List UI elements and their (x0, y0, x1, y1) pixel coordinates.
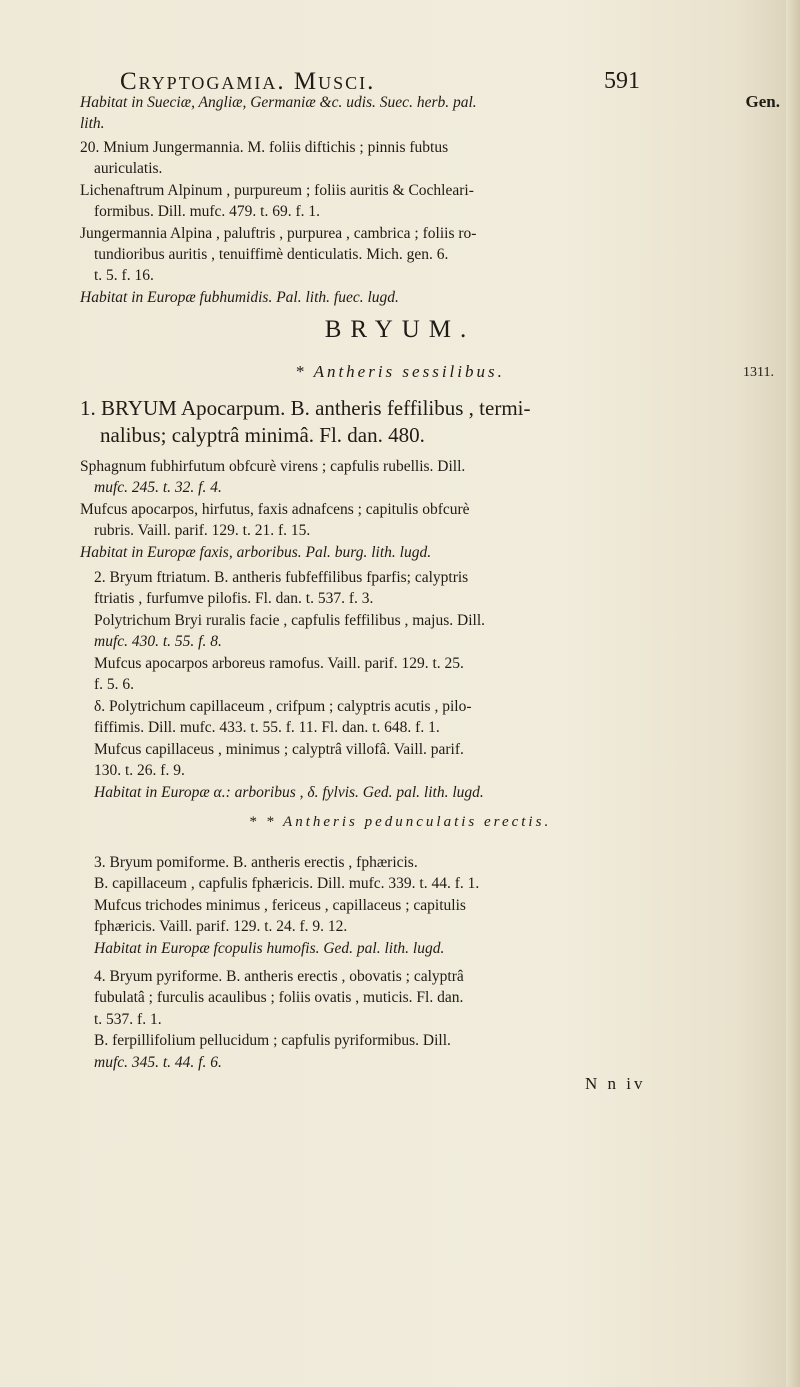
synonym-line-cont: mufc. 430. t. 55. f. 8. (94, 633, 222, 650)
habitat-line: Habitat in Sueciæ, Angliæ, Germaniæ &c. udis. Suec. herb. pal. (80, 94, 477, 111)
signature-mark: N n iv (585, 1074, 646, 1093)
synonym-line-cont: mufc. 245. t. 32. f. 4. (94, 479, 222, 496)
habitat-line: Habitat in Europæ fcopulis humofis. Ged. pal. lith. lugd. (94, 940, 445, 957)
synonym-line: Sphagnum fubhirfutum obfcurè virens ; capfulis rubellis. Dill. (80, 458, 466, 475)
synonym-line-cont: rubris. Vaill. parif. 129. t. 21. f. 15. (94, 522, 311, 539)
margin-gen-label: Gen. (745, 92, 780, 111)
synonym-line: Mufcus apocarpos, hirfutus, faxis adnafcens ; capitulis obfcurè (80, 501, 470, 518)
synonym-line: Mufcus capillaceus , minimus ; calyptrâ villofâ. Vaill. parif. (94, 741, 464, 758)
synonym-line: B. ferpillifolium pellucidum ; capfulis pyriformibus. Dill. (94, 1032, 451, 1049)
synonym-line: Mufcus trichodes minimus , fericeus , capillaceus ; capitulis (94, 897, 466, 914)
page-edge (786, 0, 800, 1387)
entry-4-title: 4. Bryum pyriforme. B. antheris erectis , obovatis ; calyptrâ (94, 968, 464, 985)
synonym-line: Polytrichum Bryi ruralis facie , capfulis feffilibus , majus. Dill. (94, 612, 486, 629)
entry-1-title-cont: nalibus; calyptrâ minimâ. Fl. dan. 480. (100, 423, 425, 447)
synonym-line: Lichenaftrum Alpinum , purpureum ; foliis auritis & Cochleari- (80, 182, 474, 199)
synonym-line-cont: t. 5. f. 16. (94, 267, 154, 284)
variety-line: δ. Polytrichum capillaceum , crifpum ; calyptris acutis , pilo- (94, 698, 472, 715)
entry-20-title: 20. Mnium Jungermannia. M. foliis diftichis ; pinnis fubtus (80, 139, 449, 156)
entry-1-title: 1. BRYUM Apocarpum. B. antheris feffilibus , termi- (80, 396, 531, 420)
entry-2-title-cont: ftriatis , furfumve pilofis. Fl. dan. t. 537. f. 3. (94, 590, 374, 607)
synonym-line: B. capillaceum , capfulis fphæricis. Dill. mufc. 339. t. 44. f. 1. (94, 875, 480, 892)
synonym-line-cont: f. 5. 6. (94, 676, 135, 693)
habitat-line: Habitat in Europæ α.: arboribus , δ. fylvis. Ged. pal. lith. lugd. (94, 784, 484, 801)
entry-20-title-cont: auriculatis. (94, 160, 163, 177)
synonym-line-cont: fphæricis. Vaill. parif. 129. t. 24. f. 9. 12. (94, 918, 348, 935)
page-number: 591 (604, 68, 640, 94)
habitat-line-cont: lith. (80, 115, 105, 132)
entry-3-title: 3. Bryum pomiforme. B. antheris erectis , fphæricis. (94, 854, 418, 871)
variety-line-cont: fiffimis. Dill. mufc. 433. t. 55. f. 11. Fl. dan. t. 648. f. 1. (94, 719, 440, 736)
entry-2-title: 2. Bryum ftriatum. B. antheris fubfeffilibus fparfis; calyptris (94, 569, 469, 586)
genus-heading: BRYUM. (324, 316, 476, 343)
section-heading-pedunculate: * * Antheris pedunculatis erectis. (248, 814, 552, 830)
entry-4-title-cont: t. 537. f. 1. (94, 1011, 162, 1028)
synonym-line-cont: formibus. Dill. mufc. 479. t. 69. f. 1. (94, 203, 321, 220)
entry-4-title-cont: fubulatâ ; furculis acaulibus ; foliis ovatis , muticis. Fl. dan. (94, 989, 464, 1006)
synonym-line: Mufcus apocarpos arboreus ramofus. Vaill. parif. 129. t. 25. (94, 655, 464, 672)
margin-number: 1311. (743, 365, 774, 380)
header-title: Cryptogamia. Musci. (120, 68, 376, 95)
section-heading-sessile: * Antheris sessilibus. (295, 362, 505, 381)
synonym-line-cont: tundioribus auritis , tenuiffimè denticulatis. Mich. gen. 6. (94, 246, 449, 263)
habitat-line: Habitat in Europæ fubhumidis. Pal. lith. fuec. lugd. (80, 289, 399, 306)
habitat-line: Habitat in Europæ faxis, arboribus. Pal. burg. lith. lugd. (80, 544, 432, 561)
synonym-line-cont: 130. t. 26. f. 9. (94, 762, 185, 779)
synonym-line: Jungermannia Alpina , paluftris , purpurea , cambrica ; foliis ro- (80, 225, 477, 242)
synonym-line-cont: mufc. 345. t. 44. f. 6. (94, 1054, 222, 1071)
